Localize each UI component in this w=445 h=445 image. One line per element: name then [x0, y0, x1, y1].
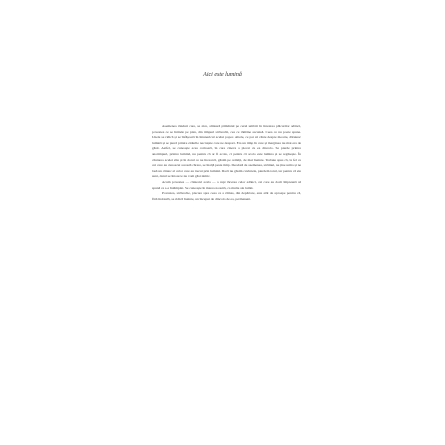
paragraph: Asemenea rânduri care, se zice, aliniază pământul pe cerul umbrit în înnoirea pâlcurilor adânci, povestea ce se întinde pe plan, din timpuri străvechi, cea ce rămâne ascunsă. Ceea ce nu poate spune. Unele se ridică și se înfășoară în întunericul acelui popor. Altele, ce par să cânte despre moarte, dăruiesc lumină și se pierd printre zidurile necruțate care ne despart. Era un timp în care și marginea nu mai era de găsit. Astfel, se cunoaște acea comoară, în care cineva a plecat cu ea dincolo. Se pierde printre anotimpuri, printre lumină, nu pentru că ar fi acolo, ci pentru că acolo este lumina și se regăsește. În căutarea acelei zile și în dorul ce ne încearcă, găsim pe ceilalți, de mai înainte. Trebuie spus că, la fel ca cei care au cunoscut această cărare, se înalță peste timp. Deodată de asemenea, străinul, ne ține urma și ne lasă un cântec al celor care au trecut prin lumină. Dacă nu găsim cuvintele, pierdem totul, iar pentru că ele sunt, darul se întoarce nu vom găsi nimic.	[152, 124, 301, 179]
paragraph: Acum povestea — cântecul acela — a rupt tăcerea celor adânci, cei care au dorit împreună să spună ce s-a întâmplat. Se cunoaște în marea noastră, ca multe ale lumii.	[152, 179, 301, 190]
paragraph: Povestea, străveche, plecare spre ceea ce a rămas, din depărtare, este atât de aproape pentru că, fără îndoială, se ridică înainte, un început de dincolo de ea, permanent.	[152, 191, 301, 201]
page-body	[152, 124, 301, 202]
page-heading: Aici este lumină	[203, 72, 242, 78]
